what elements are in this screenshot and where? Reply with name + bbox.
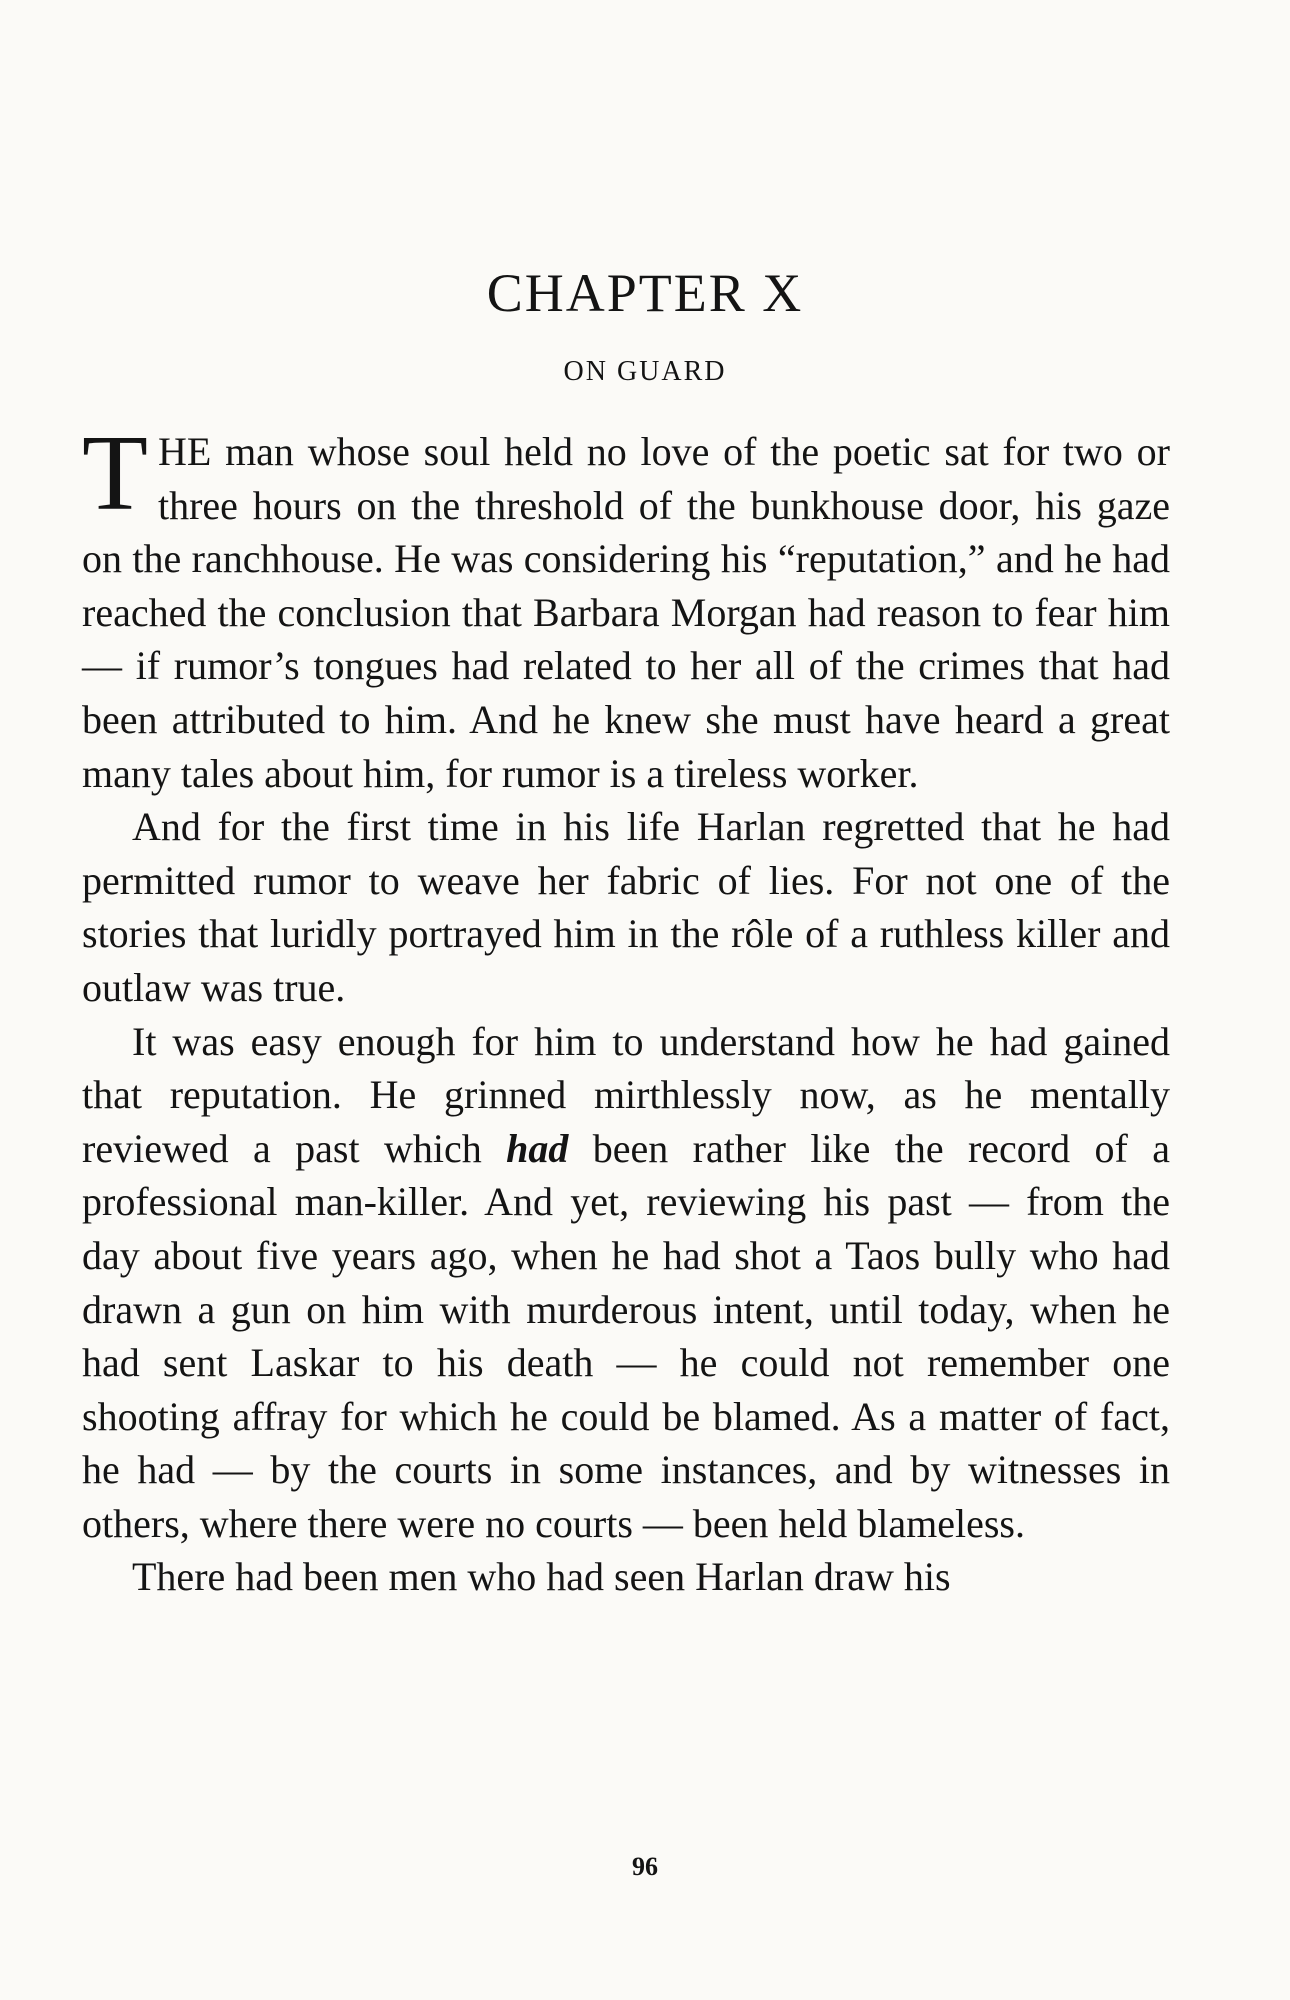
emphasized-word: had: [506, 1125, 569, 1171]
paragraph-1-text: HE man whose soul held no love of the poetic sat for two or three hours on the threshold of the bunkhouse door, his gaze on the ranchhouse. He was considering his “reputation,” and he had reached the conclusion that Barbara Morgan had reason to fear him — if rumor’s tongues had related to her all of the crimes that had been attributed to him. And he knew she must have heard a great many tales about him, for rumor is a tireless worker.: [82, 429, 1170, 796]
paragraph-2: And for the first time in his life Harlan regretted that he had permitted rumor to weave her fabric of lies. For not one of the stories that luridly portrayed him in the rôle of a ruthless killer and outlaw was true.: [82, 804, 1170, 1010]
drop-cap: T: [82, 414, 148, 533]
paragraph-1: [82, 414, 1170, 800]
chapter-body: [82, 414, 1170, 1604]
chapter-subtitle: ON GUARD: [563, 356, 727, 387]
paragraph-3-text-before: It was easy enough for him to understand how he had gained that reputation. He grinned mirthlessly now, as he mentally reviewed a past which: [82, 1018, 1170, 1171]
page-number: 96: [632, 1852, 658, 1881]
chapter-heading: CHAPTER X: [486, 263, 804, 323]
paragraph-3-text-after: been rather like the record of a professional man-killer. And yet, reviewing his past — from the day about five years ago, when he had shot a Taos bully who had drawn a gun on him with murderous intent, until today, when he had sent Laskar to his death — he could not remember one shooting affray for which he could be blamed. As a matter of fact, he had — by the courts in some instances, and by witnesses in others, where there were no courts — been held blameless.: [82, 1125, 1170, 1546]
paragraph-3: [82, 1015, 1170, 1551]
paragraph-4: There had been men who had seen Harlan draw his: [132, 1554, 951, 1600]
